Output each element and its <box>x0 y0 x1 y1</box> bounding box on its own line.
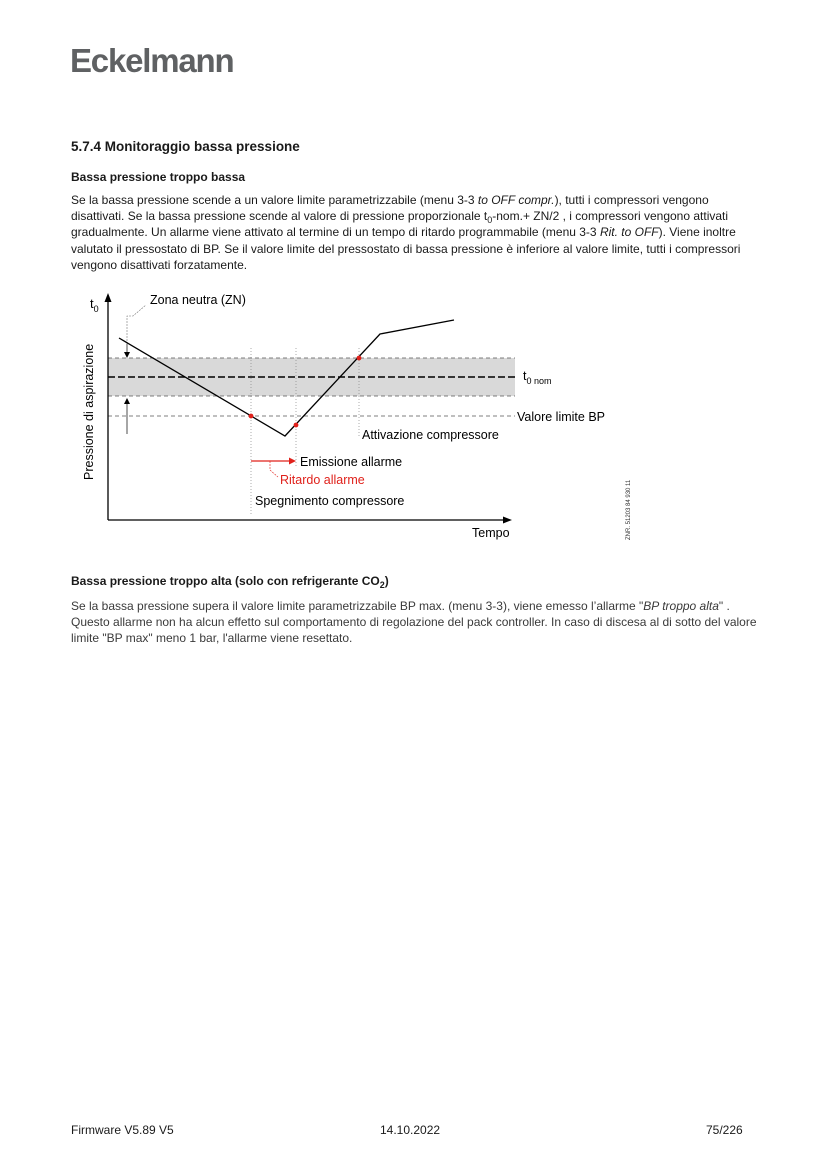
low-pressure-diagram <box>70 288 650 548</box>
x-axis-arrow-icon <box>503 517 512 524</box>
paragraph-low-pressure-too-low <box>71 192 761 273</box>
text-run: -nom.+ ZN/2 , i compressori vengono attivati gradualmente. Un allarme viene attivato al termine di un tempo di ritardo programmabile (menu 3-3 <box>71 209 729 240</box>
text-run: Se la bassa pressione scende a un valore limite parametrizzabile (menu 3-3 <box>71 193 478 207</box>
zn-leader-line <box>127 305 146 344</box>
subsection-heading-low-pressure-too-high <box>71 574 389 588</box>
alarm-emission-label: Emissione allarme <box>300 455 403 469</box>
activation-point-marker <box>357 356 362 361</box>
subscript: 0 <box>487 215 493 226</box>
section-heading: 5.7.4 Monitoraggio bassa pressione <box>71 139 300 154</box>
y-axis-symbol: $t_0$ <box>90 296 99 314</box>
zn-arrow-up-icon <box>124 398 130 404</box>
neutral-zone-label: Zona neutra (ZN) <box>150 293 246 307</box>
footer-page-number: 75/226 <box>706 1123 743 1137</box>
text-run: Se la bassa pressione supera il valore limite parametrizzabile BP max. (menu 3-3), viene emesso l’allarme " <box>71 599 644 613</box>
x-axis-label: Tempo <box>472 526 510 540</box>
y-axis-label: Pressione di aspirazione <box>82 343 96 480</box>
footer-date: 14.10.2022 <box>380 1123 441 1137</box>
alarm-point-marker <box>294 423 299 428</box>
drawing-number: ZNR. 51203 84 930 11 <box>626 479 632 540</box>
shutdown-point-marker <box>249 414 254 419</box>
subsection-heading-low-pressure-too-low: Bassa pressione troppo bassa <box>71 170 246 184</box>
alarm-delay-label: Ritardo allarme <box>280 473 365 487</box>
menu-reference-italic: Rit. to OFF <box>599 225 659 240</box>
alarm-name-italic: BP troppo alta <box>643 599 719 613</box>
shutdown-label: Spegnimento compressore <box>255 494 405 508</box>
zn-arrow-down-icon <box>124 352 130 358</box>
limit-bp-label: Valore limite BP <box>517 410 605 424</box>
y-axis-arrow-icon <box>105 293 112 302</box>
menu-reference-italic: to OFF compr. <box>477 193 555 207</box>
footer-firmware: Firmware V5.89 V5 <box>71 1123 174 1137</box>
alarm-delay-leader-line <box>270 461 278 477</box>
text-run: " . Questo allarme non ha alcun effetto sul comportamento di regolazione del pack controller. In caso di discesa al di sotto del valore limite "BP max" meno 1 bar, l'allarme viene resettato. <box>71 599 757 646</box>
activation-label: Attivazione compressore <box>362 428 499 442</box>
alarm-delay-arrow-head-icon <box>289 458 296 465</box>
heading-text: ) <box>384 574 389 588</box>
heading-text: Bassa pressione troppo alta (solo con refrigerante CO <box>71 574 380 588</box>
paragraph-low-pressure-too-high <box>71 598 761 647</box>
eckelmann-logo: Eckelmann <box>70 42 234 79</box>
text-run: ). Viene inoltre valutato il pressostato di BP. Se il valore limite del pressostato di bassa pressione è inferiore al valore limite, tutti i compressori vengono disattivati forzatamente. <box>71 225 741 272</box>
subscript: 2 <box>379 580 385 590</box>
t0-nom-label: $t_{0 nom}$ <box>523 369 552 386</box>
text-run: ), tutti i compressori vengono disattivati. Se la bassa pressione scende al valore di pressione proporzionale t <box>71 193 709 224</box>
